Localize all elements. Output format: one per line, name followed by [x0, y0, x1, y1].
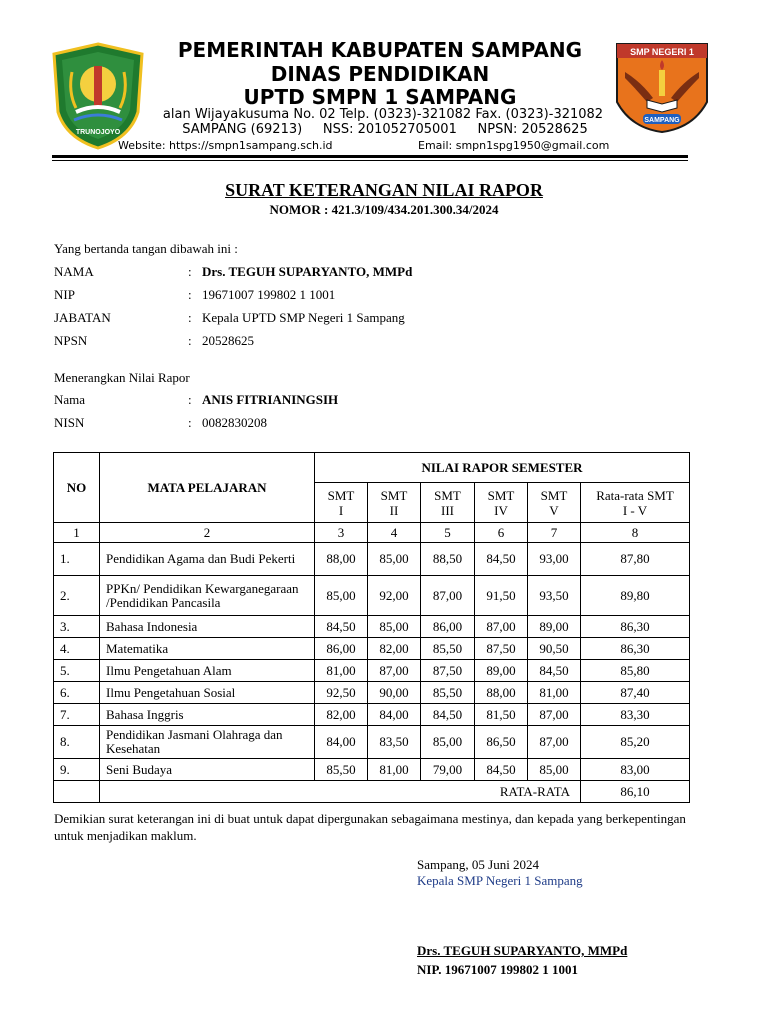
- footer-label: RATA-RATA: [100, 781, 581, 803]
- semester-score: 84,00: [368, 704, 421, 726]
- regency-emblem-logo: [50, 42, 146, 150]
- semester-score: 88,50: [421, 543, 475, 576]
- average-score: 89,80: [581, 576, 690, 616]
- header-average: [581, 483, 690, 523]
- subject-name: Ilmu Pengetahuan Alam: [100, 660, 315, 682]
- row-number: 7.: [54, 704, 100, 726]
- semester-score: 93,50: [528, 576, 581, 616]
- subject-name: Pendidikan Jasmani Olahraga dan Kesehatan: [100, 726, 315, 759]
- signer-name-value: Drs. TEGUH SUPARYANTO, MMPd: [202, 264, 413, 279]
- student-nisn-colon: :: [188, 415, 192, 430]
- student-name-value: ANIS FITRIANINGSIH: [202, 392, 339, 407]
- signer-position-value: Kepala UPTD SMP Negeri 1 Sampang: [202, 310, 405, 325]
- semester-score: 89,00: [475, 660, 528, 682]
- index-cell: 3: [315, 523, 368, 543]
- row-number: 4.: [54, 638, 100, 660]
- letterhead-department: DINAS PENDIDIKAN: [270, 62, 490, 86]
- student-name-colon: :: [188, 392, 192, 407]
- table-row: [54, 543, 690, 576]
- table-row: [54, 616, 690, 638]
- signature-position: Kepala SMP Negeri 1 Sampang: [417, 873, 583, 888]
- header-smt-5-line1: SMT: [540, 487, 568, 503]
- signer-nip-colon: :: [188, 287, 192, 302]
- signer-name-colon: :: [188, 264, 192, 279]
- subject-name: PPKn/ Pendidikan Kewarganegaraan /Pendidikan Pancasila: [100, 576, 315, 616]
- semester-score: 92,00: [368, 576, 421, 616]
- semester-score: 84,00: [315, 726, 368, 759]
- letterhead-rule: [52, 155, 688, 158]
- letterhead-email: Email: smpn1spg1950@gmail.com: [418, 139, 610, 152]
- semester-score: 87,50: [421, 660, 475, 682]
- signer-position-label: JABATAN: [54, 310, 111, 325]
- semester-score: 92,50: [315, 682, 368, 704]
- header-smt-5: [528, 483, 581, 523]
- header-smt-1-line2: I: [338, 502, 344, 518]
- semester-score: 84,50: [475, 759, 528, 781]
- average-score: 87,40: [581, 682, 690, 704]
- section-label: Menerangkan Nilai Rapor: [54, 370, 190, 385]
- document-number: NOMOR : 421.3/109/434.201.300.34/2024: [269, 202, 499, 217]
- header-smt-2-line1: SMT: [380, 487, 408, 503]
- index-cell: 7: [528, 523, 581, 543]
- semester-score: 82,00: [315, 704, 368, 726]
- header-smt-5-line2: V: [549, 502, 559, 518]
- school-logo: [613, 42, 711, 134]
- semester-score: 85,00: [528, 759, 581, 781]
- semester-score: 85,00: [421, 726, 475, 759]
- row-number: 6.: [54, 682, 100, 704]
- semester-score: 85,00: [368, 543, 421, 576]
- subject-name: Bahasa Inggris: [100, 704, 315, 726]
- semester-score: 87,50: [475, 638, 528, 660]
- grades-table: [53, 452, 690, 803]
- header-smt-3: [421, 483, 475, 523]
- letterhead-address: alan Wijayakusuma No. 02 Telp. (0323)-321082 Fax. (0323)-321082: [162, 107, 604, 122]
- semester-score: 86,00: [421, 616, 475, 638]
- semester-score: 85,00: [368, 616, 421, 638]
- letterhead-website: Website: https://smpn1sampang.sch.id: [118, 139, 333, 152]
- header-average-line2: I - V: [622, 502, 648, 518]
- semester-score: 81,00: [528, 682, 581, 704]
- semester-score: 84,50: [315, 616, 368, 638]
- semester-score: 86,00: [315, 638, 368, 660]
- header-average-line1: Rata-rata SMT: [596, 487, 674, 503]
- subject-name: Bahasa Indonesia: [100, 616, 315, 638]
- semester-score: 83,50: [368, 726, 421, 759]
- header-smt-3-line1: SMT: [434, 487, 461, 503]
- regency-emblem-text: TRUNOJOYO: [75, 129, 121, 136]
- average-score: 86,30: [581, 638, 690, 660]
- semester-score: 81,00: [315, 660, 368, 682]
- row-number: 8.: [54, 726, 100, 759]
- signature-name: Drs. TEGUH SUPARYANTO, MMPd: [417, 943, 628, 958]
- header-smt-1: [315, 483, 368, 523]
- semester-score: 85,00: [315, 576, 368, 616]
- index-cell: 8: [581, 523, 690, 543]
- semester-score: 81,00: [368, 759, 421, 781]
- signature-place-date: Sampang, 05 Juni 2024: [417, 857, 540, 872]
- row-number: 2.: [54, 576, 100, 616]
- semester-score: 81,50: [475, 704, 528, 726]
- table-row: [54, 638, 690, 660]
- letterhead-school: UPTD SMPN 1 SAMPANG: [243, 85, 517, 109]
- semester-score: 79,00: [421, 759, 475, 781]
- semester-score: 84,50: [421, 704, 475, 726]
- index-cell: 6: [475, 523, 528, 543]
- semester-score: 85,50: [421, 682, 475, 704]
- average-score: 87,80: [581, 543, 690, 576]
- average-total-row: [54, 781, 690, 803]
- semester-score: 90,50: [528, 638, 581, 660]
- header-smt-4-line1: SMT: [487, 487, 515, 503]
- footer-empty-cell: [54, 781, 100, 803]
- table-row: [54, 576, 690, 616]
- header-smt-4: [475, 483, 528, 523]
- document-title: SURAT KETERANGAN NILAI RAPOR: [225, 180, 543, 200]
- student-name-label: Nama: [54, 392, 86, 407]
- semester-score: 85,50: [315, 759, 368, 781]
- index-cell: 2: [100, 523, 315, 543]
- semester-score: 93,00: [528, 543, 581, 576]
- average-score: 86,30: [581, 616, 690, 638]
- index-cell: 5: [421, 523, 475, 543]
- semester-score: 82,00: [368, 638, 421, 660]
- semester-score: 87,00: [421, 576, 475, 616]
- letterhead-government: PEMERINTAH KABUPATEN SAMPANG: [177, 38, 583, 62]
- signer-nip-label: NIP: [54, 287, 75, 302]
- semester-score: 85,50: [421, 638, 475, 660]
- footer-value: 86,10: [581, 781, 690, 803]
- signer-nip-value: 19671007 199802 1 1001: [202, 287, 336, 302]
- table-row: [54, 759, 690, 781]
- signer-name-label: NAMA: [54, 264, 94, 279]
- signer-npsn-colon: :: [188, 333, 192, 348]
- school-logo-top-text: SMP NEGERI 1: [630, 47, 694, 57]
- header-smt-2-line2: II: [389, 502, 399, 518]
- semester-score: 91,50: [475, 576, 528, 616]
- semester-score: 88,00: [475, 682, 528, 704]
- index-cell: 1: [54, 523, 100, 543]
- letterhead-rule-thin: [52, 160, 688, 161]
- signer-position-colon: :: [188, 310, 192, 325]
- average-score: 83,00: [581, 759, 690, 781]
- semester-score: 87,00: [368, 660, 421, 682]
- table-row: [54, 682, 690, 704]
- semester-score: 84,50: [528, 660, 581, 682]
- table-row: [54, 726, 690, 759]
- signer-npsn-value: 20528625: [202, 333, 254, 348]
- subject-name: Pendidikan Agama dan Budi Pekerti: [100, 543, 315, 576]
- semester-score: 84,50: [475, 543, 528, 576]
- row-number: 3.: [54, 616, 100, 638]
- table-row: [54, 660, 690, 682]
- row-number: 1.: [54, 543, 100, 576]
- semester-score: 86,50: [475, 726, 528, 759]
- intro-text: Yang bertanda tangan dibawah ini :: [54, 241, 238, 256]
- index-cell: 4: [368, 523, 421, 543]
- semester-score: 89,00: [528, 616, 581, 638]
- header-smt-3-line2: III: [441, 502, 454, 518]
- average-score: 85,80: [581, 660, 690, 682]
- table-row: [54, 704, 690, 726]
- header-smt-1-line1: SMT: [327, 487, 355, 503]
- header-smt-4-line2: IV: [494, 502, 508, 518]
- average-score: 83,30: [581, 704, 690, 726]
- school-logo-bottom-text: SAMPANG: [644, 117, 680, 124]
- signer-npsn-label: NPSN: [54, 333, 88, 348]
- student-nisn-label: NISN: [54, 415, 85, 430]
- semester-score: 87,00: [528, 726, 581, 759]
- subject-name: Ilmu Pengetahuan Sosial: [100, 682, 315, 704]
- semester-score: 90,00: [368, 682, 421, 704]
- header-smt-2: [368, 483, 421, 523]
- header-no: NO: [54, 453, 100, 523]
- student-nisn-value: 0082830208: [202, 415, 267, 430]
- signature-nip: NIP. 19671007 199802 1 1001: [417, 962, 578, 977]
- subject-name: Seni Budaya: [100, 759, 315, 781]
- header-semester-group: NILAI RAPOR SEMESTER: [315, 453, 690, 483]
- row-number: 9.: [54, 759, 100, 781]
- average-score: 85,20: [581, 726, 690, 759]
- index-row: [54, 523, 690, 543]
- subject-name: Matematika: [100, 638, 315, 660]
- semester-score: 88,00: [315, 543, 368, 576]
- closing-statement: Demikian surat keterangan ini di buat untuk dapat dipergunakan sebagaimana mestinya, dan kepada yang berkepentingan untuk menjadikan maklum.: [54, 811, 686, 843]
- row-number: 5.: [54, 660, 100, 682]
- header-subject: MATA PELAJARAN: [100, 453, 315, 523]
- semester-score: 87,00: [475, 616, 528, 638]
- semester-score: 87,00: [528, 704, 581, 726]
- letterhead-identifiers: SAMPANG (69213) NSS: 201052705001 NPSN: 20528625: [182, 122, 588, 137]
